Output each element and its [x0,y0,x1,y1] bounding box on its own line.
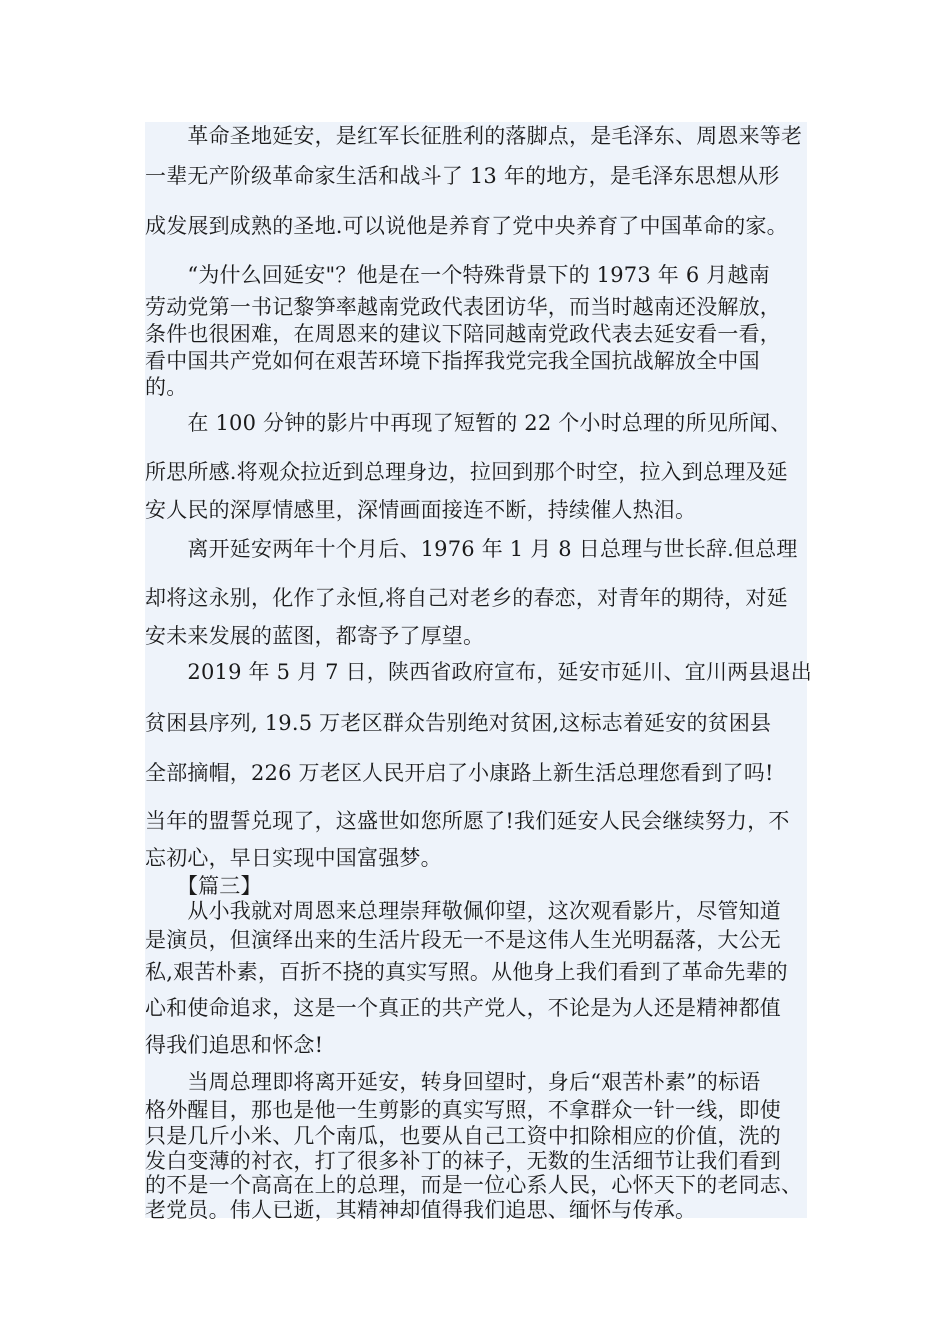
text-line: 看中国共产党如何在艰苦环境下指挥我党完我全国抗战解放全中国 [145,349,760,373]
text-line: 全部摘帽，226 万老区人民开启了小康路上新生活总理您看到了吗! [145,761,774,785]
text-line: 的不是一个高高在上的总理，而是一位心系人民，心怀天下的老同志、 [145,1173,803,1197]
text-line: 所思所感.将观众拉近到总理身边，拉回到那个时空，拉入到总理及延 [145,460,788,484]
text-line: 从小我就对周恩来总理崇拜敬佩仰望，这次观看影片，尽管知道 [145,899,781,923]
text-line: 的。 [145,375,188,399]
text-line: 心和使命追求，这是一个真正的共产党人，不论是为人还是精神都值 [145,996,781,1020]
text-line: 发白变薄的衬衣，打了很多补丁的袜子，无数的生活细节让我们看到 [145,1149,781,1173]
text-line: 贫困县序列, 19.5 万老区群众告别绝对贫困,这标志着延安的贫困县 [145,711,772,735]
text-line: 私,艰苦朴素，百折不挠的真实写照。从他身上我们看到了革命先辈的 [145,960,788,984]
text-line: 条件也很困难，在周恩来的建议下陪同越南党政代表去延安看一看， [145,322,781,346]
text-line: 老党员。伟人已逝，其精神却值得我们追思、缅怀与传承。 [145,1198,697,1222]
text-line: 成发展到成熟的圣地.可以说他是养育了党中央养育了中国革命的家。 [145,214,788,238]
text-line: 是演员，但演绎出来的生活片段无一不是这伟人生光明磊落，大公无 [145,928,781,952]
text-line: 一辈无产阶级革命家生活和战斗了 13 年的地方，是毛泽东思想从形 [145,164,780,188]
text-line: 却将这永别，化作了永恒,将自己对老乡的春恋，对青年的期待，对延 [145,586,788,610]
section-heading: 【篇三】 [145,874,262,898]
text-line: 革命圣地延安，是红军长征胜利的落脚点，是毛泽东、周恩来等老 [145,124,803,148]
text-line: 在 100 分钟的影片中再现了短暂的 22 个小时总理的所见所闻、 [145,411,792,435]
text-line: 当周总理即将离开延安，转身回望时，身后“艰苦朴素”的标语 [145,1070,761,1094]
text-line: “为什么回延安"？他是在一个特殊背景下的 1973 年 6 月越南 [145,263,770,287]
text-line: 劳动党第一书记黎笋率越南党政代表团访华，而当时越南还没解放， [145,295,781,319]
text-line: 当年的盟誓兑现了，这盛世如您所愿了!我们延安人民会继续努力，不 [145,809,790,833]
text-line: 格外醒目，那也是他一生剪影的真实写照，不拿群众一针一线，即使 [145,1098,781,1122]
text-line: 安人民的深厚情感里，深情画面接连不断，持续催人热泪。 [145,498,697,522]
text-line: 忘初心，早日实现中国富强梦。 [145,846,442,870]
text-line: 2019 年 5 月 7 日，陕西省政府宣布，延安市延川、宜川两县退出 [145,660,812,684]
text-line: 安未来发展的蓝图，都寄予了厚望。 [145,624,485,648]
text-line: 得我们追思和怀念! [145,1033,324,1057]
text-line: 只是几斤小米、几个南瓜，也要从自己工资中扣除相应的价值，洗的 [145,1124,781,1148]
text-line: 离开延安两年十个月后、1976 年 1 月 8 日总理与世长辞.但总理 [145,537,798,561]
